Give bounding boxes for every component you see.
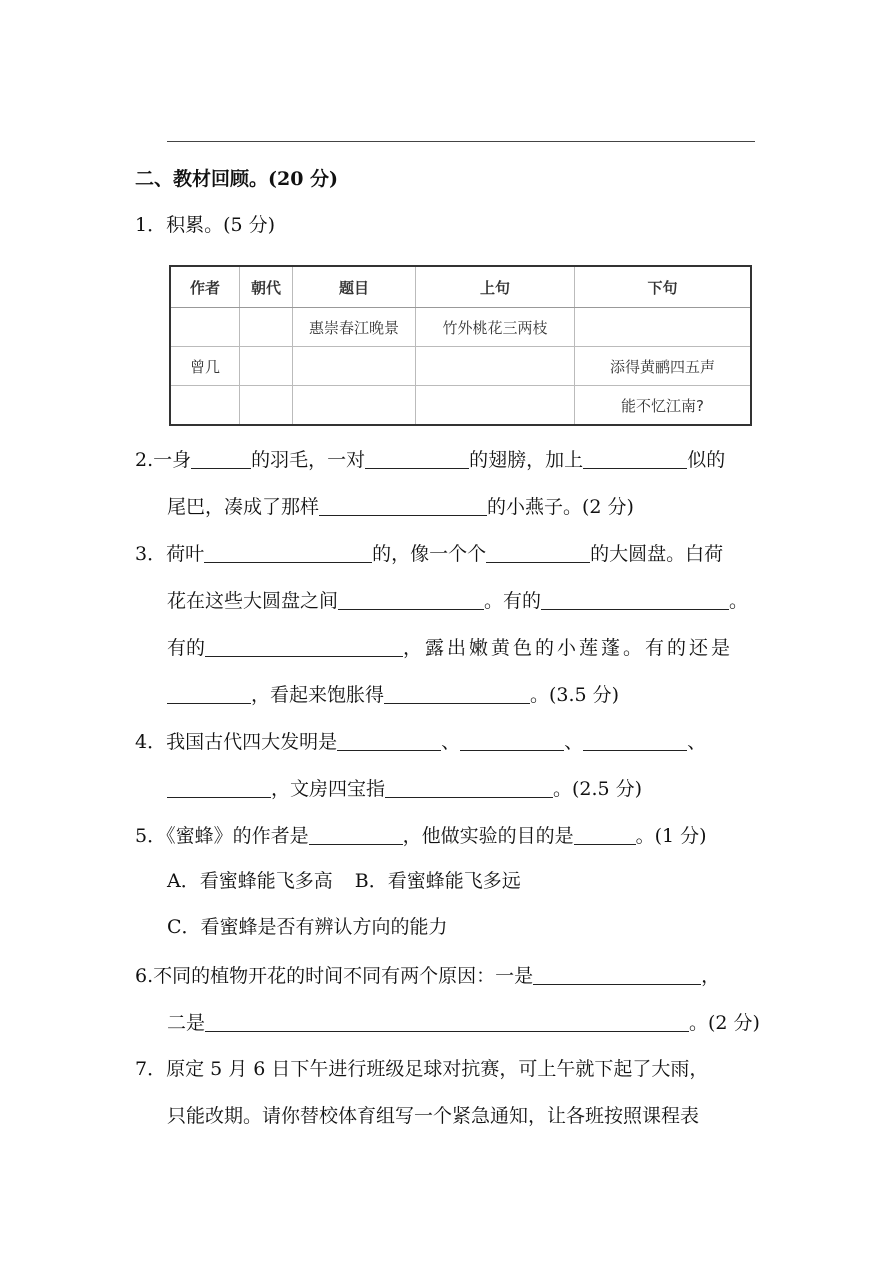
table-cell[interactable] [170,308,240,347]
question-6-line-1: 6.不同的植物开花的时间不同有两个原因：一是 ， [135,965,721,987]
table-cell: 能不忆江南? [575,386,752,426]
header-author: 作者 [170,266,240,308]
answer-blank[interactable] [365,450,469,469]
option-c[interactable]: C．看蜜蜂是否有辨认方向的能力 [167,916,448,938]
question-2-line-2: 尾巴，凑成了那样 的小燕子。(2 分) [167,496,634,518]
answer-blank[interactable] [384,685,530,704]
answer-blank[interactable] [204,544,372,563]
question-5-options-ab [167,872,521,891]
answer-blank[interactable] [385,779,553,798]
table-cell: 曾几 [170,347,240,386]
question-3-line-4: ，看起来饱胀得 。(3.5 分) [167,685,619,705]
answer-blank[interactable] [337,732,441,751]
answer-blank[interactable] [191,450,251,469]
question-number: 7． [135,1058,167,1080]
question-number: 5． [135,825,167,847]
table-cell[interactable] [575,308,752,347]
answer-blank[interactable] [583,450,687,469]
answer-blank[interactable] [319,497,487,516]
header-dynasty: 朝代 [240,266,293,308]
table-row [170,386,751,426]
table-cell[interactable] [170,386,240,426]
header-upper-line: 上句 [416,266,575,308]
table-cell[interactable] [240,308,293,347]
table-cell[interactable] [293,386,416,426]
answer-blank[interactable] [309,826,403,845]
question-number: 3． [135,543,167,565]
answer-blank[interactable] [541,591,729,610]
header-lower-line: 下句 [575,266,752,308]
answer-blank[interactable] [460,732,564,751]
question-7-line-1: 7．原定 5 月 6 日下午进行班级足球对抗赛，可上午就下起了大雨， [135,1058,709,1080]
answer-blank[interactable] [338,591,484,610]
question-1-label: 1．积累。(5 分) [135,214,276,236]
question-5-line-1: 5．《蜜蜂》的作者是 ，他做实验的目的是 。(1 分) [135,825,707,847]
question-3-line-3: 有的 ，露出嫩黄色的小莲蓬。有的还是 [167,637,734,659]
question-number: 4． [135,731,167,753]
question-number: 6. [135,965,154,987]
answer-blank[interactable] [486,544,590,563]
table-cell[interactable] [293,347,416,386]
answer-blank[interactable] [583,732,687,751]
question-4-line-1: 4．我国古代四大发明是 、 、 、 [135,731,707,753]
option-b[interactable]: B．看蜜蜂能飞多远 [354,870,521,892]
table-row [170,347,751,386]
table-cell: 竹外桃花三两枝 [416,308,575,347]
answer-blank[interactable] [167,779,271,798]
table-cell: 添得黄鹂四五声 [575,347,752,386]
table-cell[interactable] [416,347,575,386]
question-5-option-c [167,918,448,937]
answer-blank[interactable] [205,1013,689,1032]
answer-blank[interactable] [574,826,636,845]
question-6-line-2: 二是 。(2 分) [167,1012,760,1034]
question-3-line-2: 花在这些大圆盘之间 。有的 。 [167,590,749,612]
header-title: 题目 [293,266,416,308]
answer-blank[interactable] [167,685,251,704]
question-2-line-1: 2.一身 的羽毛，一对 的翅膀，加上 似的 [135,449,726,471]
table-header-row [170,266,751,308]
question-number: 2. [135,449,154,471]
table-cell: 惠崇春江晚景 [293,308,416,347]
table-cell[interactable] [240,386,293,426]
table-cell[interactable] [240,347,293,386]
section-title: 二、教材回顾。(20 分) [135,168,339,190]
question-7-line-2: 只能改期。请你替校体育组写一个紧急通知，让各班按照课程表 [167,1105,700,1127]
option-a[interactable]: A．看蜜蜂能飞多高 [167,870,333,892]
table-cell[interactable] [416,386,575,426]
answer-line [167,141,755,142]
question-4-line-2: ，文房四宝指 。(2.5 分) [167,779,642,799]
table-row [170,308,751,347]
answer-blank[interactable] [205,638,403,657]
answer-blank[interactable] [533,966,701,985]
accumulation-table [169,265,752,426]
question-3-line-1: 3．荷叶 的，像一个个 的大圆盘。白荷 [135,543,724,565]
